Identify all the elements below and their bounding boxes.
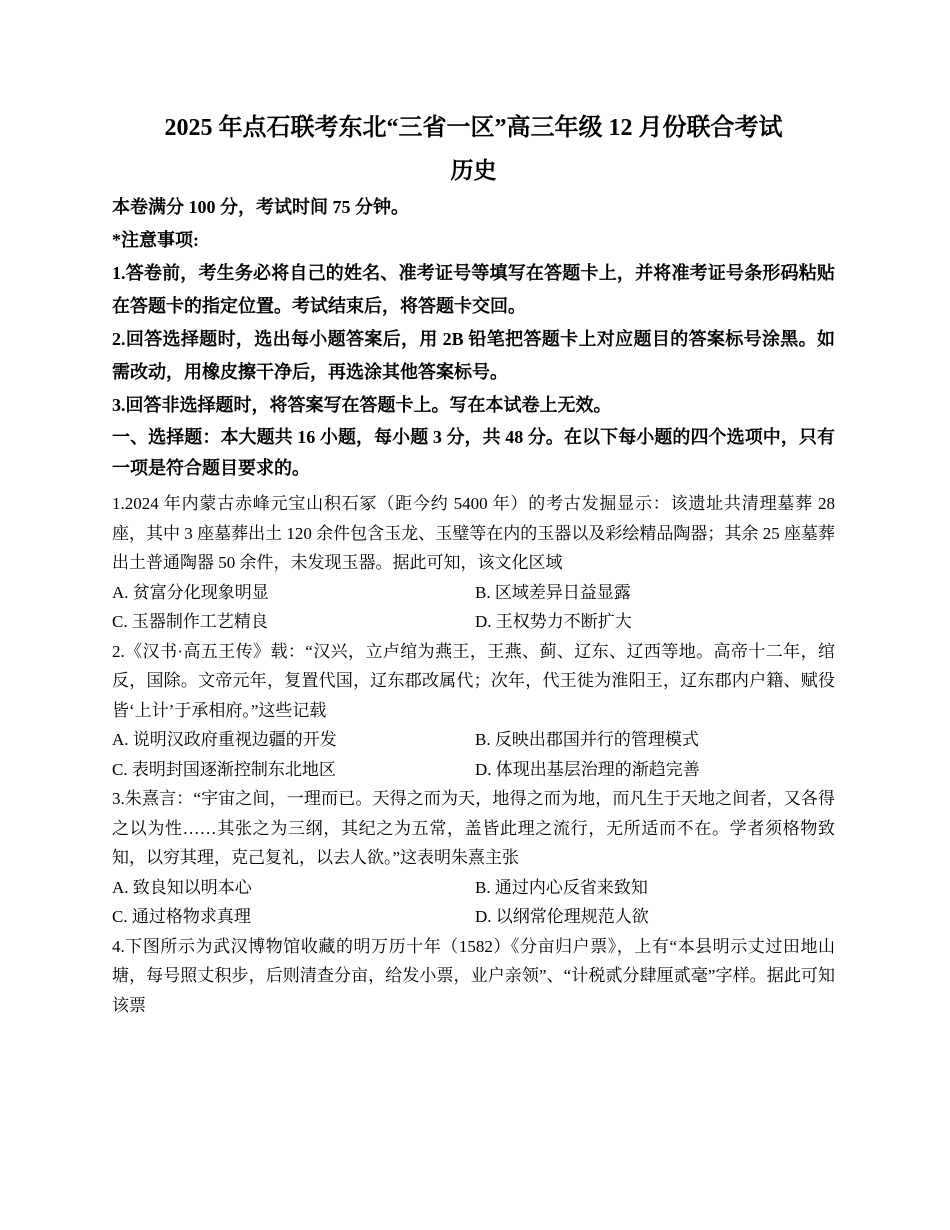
question-2-option-c: C. 表明封国逐渐控制东北地区: [112, 759, 336, 779]
question-3-option-d: D. 以纲常伦理规范人欲: [475, 907, 649, 926]
exam-info: 本卷满分 100 分，考试时间 75 分钟。: [112, 197, 409, 217]
note-item-2: 2.回答选择题时，选出每小题答案后，用 2B 铅笔把答题卡上对应题目的答案标号涂黑。如需改动，用橡皮擦干净后，再选涂其他答案标号。: [112, 329, 835, 382]
question-2-option-a: A. 说明汉政府重视边疆的开发: [112, 730, 337, 749]
question-2-option-d: D. 体现出基层治理的渐趋完善: [475, 759, 700, 779]
question-3-stem: 3.朱熹言：“宇宙之间，一理而已。天得之而为天，地得之而为地，而凡生于天地之间者，又各得之以为性……其张之为三纲，其纪之为五常，盖皆此理之流行，无所适而不在。学者须格物致知，以穷其理，克己复礼，以去人欲。”这表明朱熹主张: [112, 789, 835, 867]
exam-title: 2025 年点石联考东北“三省一区”高三年级 12 月份联合考试: [164, 115, 783, 141]
question-4: [112, 932, 835, 1021]
exam-subject: 历史: [450, 158, 497, 183]
section-heading: 一、选择题：本大题共 16 小题，每小题 3 分，共 48 分。在以下每小题的四个选项中，只有一项是符合题目要求的。: [112, 427, 835, 478]
question-2: [112, 637, 835, 785]
question-2-options: [112, 725, 835, 784]
question-3-option-b: B. 通过内心反省来致知: [475, 877, 648, 897]
question-2-stem: 2.《汉书·高五王传》载：“汉兴，立卢绾为燕王，王燕、蓟、辽东、辽西等地。高帝十二年，绾反，国除。文帝元年，复置代国，辽东郡改属代；次年，代王徙为淮阳王，辽东郡内户籍、赋役皆‘上计’于承相府。”这些记载: [112, 641, 835, 720]
question-1-option-b: B. 区域差异日益显露: [475, 582, 631, 602]
question-4-stem: 4.下图所示为武汉博物馆收藏的明万历十年（1582）《分亩归户票》，上有“本县明示丈过田地山塘，每号照丈积步，后则清查分亩，给发小票，业户亲领”、“计税贰分肆厘贰毫”字样。据此可知该票: [112, 936, 835, 1015]
notes-label: *注意事项:: [112, 230, 199, 250]
note-item-1: 1.答卷前，考生务必将自己的姓名、准考证号等填写在答题卡上，并将准考证号条形码粘贴在答题卡的指定位置。考试结束后，将答题卡交回。: [112, 263, 835, 316]
question-1-option-d: D. 王权势力不断扩大: [475, 612, 632, 631]
question-1: [112, 489, 835, 637]
note-item-3: 3.回答非选择题时，将答案写在答题卡上。写在本试卷上无效。: [112, 395, 612, 415]
question-3-option-c: C. 通过格物求真理: [112, 907, 251, 926]
question-1-stem: 1.2024 年内蒙古赤峰元宝山积石冢（距今约 5400 年）的考古发掘显示：该遗址共清理墓葬 28 座，其中 3 座墓葬出土 120 余件包含玉龙、玉璧等在内的玉器以及彩绘精品陶器；其余 25 座墓葬出土普通陶器 50 余件，未发现玉器。据此可知，该文化区域: [112, 494, 835, 572]
question-3-option-a: A. 致良知以明本心: [112, 877, 252, 897]
question-3: [112, 784, 835, 932]
question-1-option-c: C. 玉器制作工艺精良: [112, 612, 268, 631]
question-1-option-a: A. 贫富分化现象明显: [112, 582, 269, 602]
question-list: [112, 489, 835, 1020]
question-2-option-b: B. 反映出郡国并行的管理模式: [475, 730, 699, 749]
question-1-options: [112, 578, 835, 637]
question-3-options: [112, 873, 835, 932]
